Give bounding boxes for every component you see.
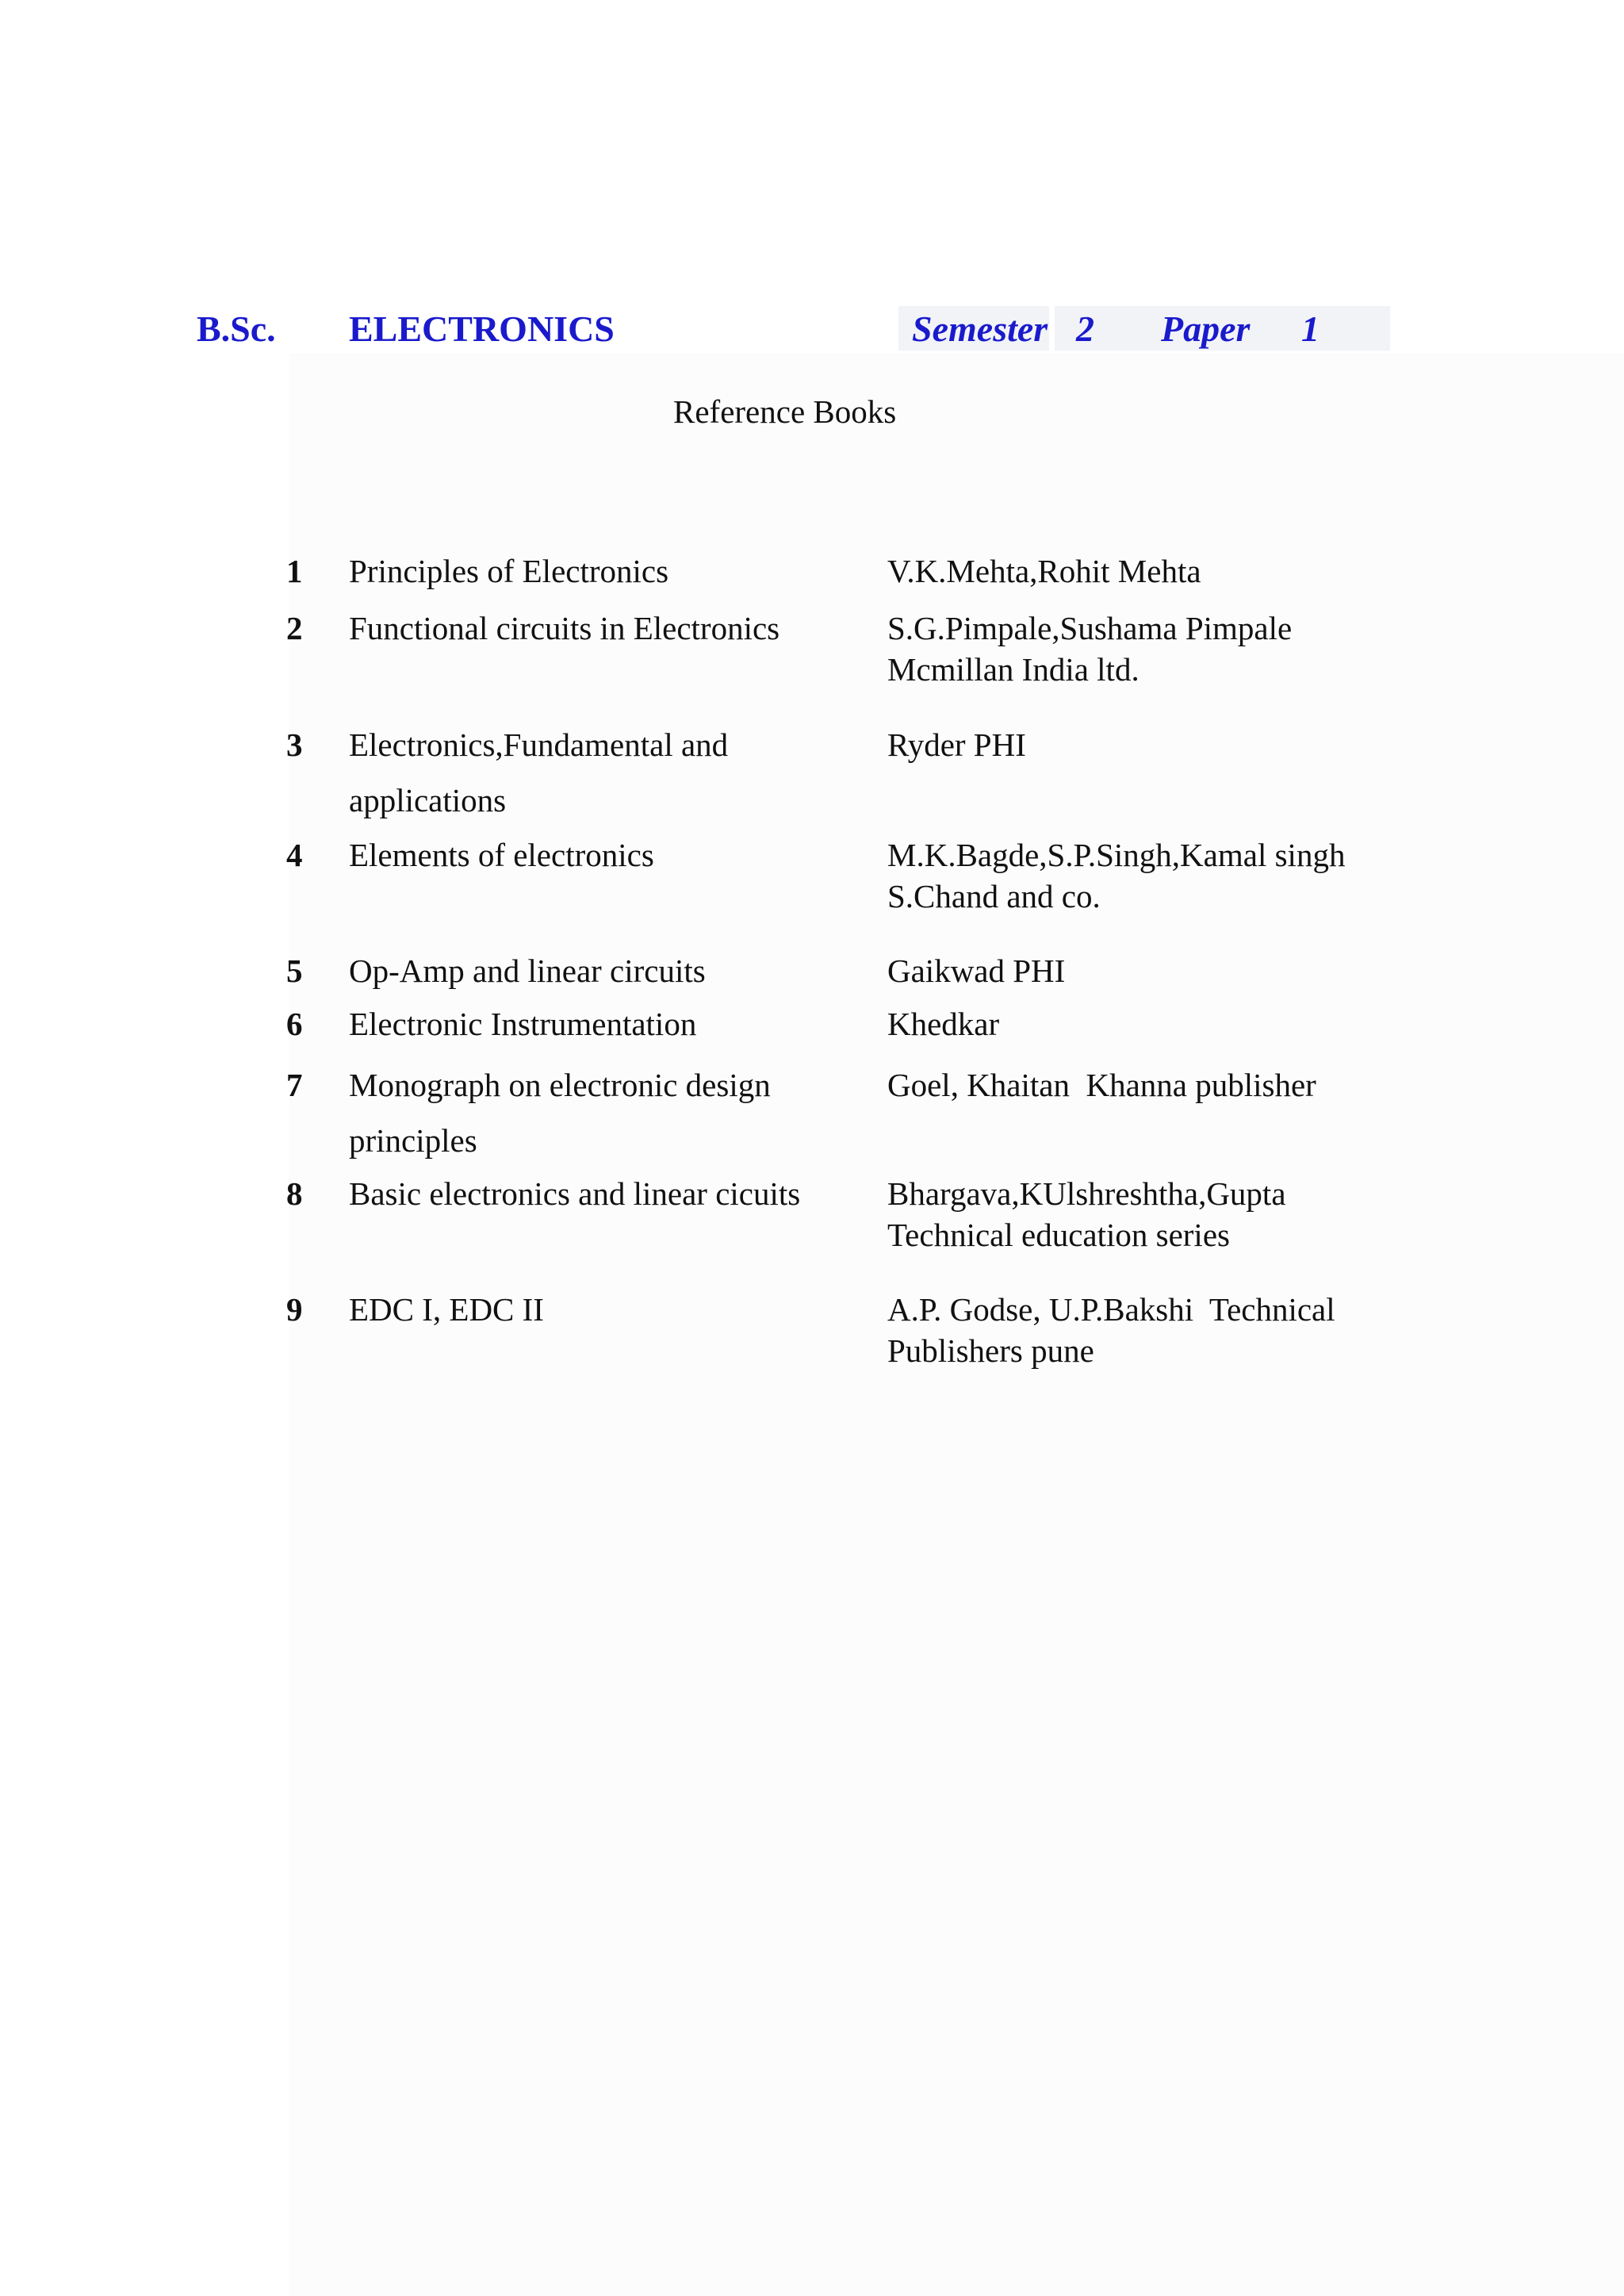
book-author: Khedkar bbox=[887, 1006, 1000, 1042]
book-number: 7 bbox=[286, 1067, 303, 1103]
semester-value: 2 bbox=[1076, 309, 1094, 349]
book-title: Principles of Electronics bbox=[349, 553, 669, 589]
book-title: EDC I, EDC II bbox=[349, 1291, 544, 1328]
book-number: 4 bbox=[286, 837, 303, 873]
book-number: 5 bbox=[286, 953, 303, 989]
book-title: Functional circuits in Electronics bbox=[349, 610, 780, 646]
book-title: Electronic Instrumentation bbox=[349, 1006, 697, 1042]
book-title: Electronics,Fundamental and applications bbox=[349, 726, 729, 818]
book-author: M.K.Bagde,S.P.Singh,Kamal singh S.Chand and co. bbox=[887, 837, 1346, 914]
book-author: Goel, Khaitan Khanna publisher bbox=[887, 1067, 1316, 1103]
book-number: 9 bbox=[286, 1291, 303, 1328]
degree-label: B.Sc. bbox=[197, 309, 276, 349]
book-author: A.P. Godse, U.P.Bakshi Technical Publishers pune bbox=[887, 1291, 1335, 1369]
book-number: 1 bbox=[286, 553, 303, 589]
book-number: 2 bbox=[286, 610, 303, 646]
paper-value: 1 bbox=[1301, 309, 1320, 349]
semester-label: Semester bbox=[912, 309, 1048, 349]
book-author: V.K.Mehta,Rohit Mehta bbox=[887, 553, 1201, 589]
book-title: Monograph on electronic design principles bbox=[349, 1067, 771, 1159]
subject-label: ELECTRONICS bbox=[349, 309, 615, 349]
book-number: 8 bbox=[286, 1175, 303, 1212]
paper-label: Paper bbox=[1161, 309, 1251, 349]
book-number: 3 bbox=[286, 726, 303, 763]
book-author: Ryder PHI bbox=[887, 726, 1026, 763]
book-title: Basic electronics and linear cicuits bbox=[349, 1175, 801, 1212]
book-number: 6 bbox=[286, 1006, 303, 1042]
book-title: Elements of electronics bbox=[349, 837, 654, 873]
section-title: Reference Books bbox=[673, 393, 897, 430]
book-title: Op-Amp and linear circuits bbox=[349, 953, 706, 989]
book-author: Bhargava,KUlshreshtha,Gupta Technical education series bbox=[887, 1175, 1286, 1253]
book-author: Gaikwad PHI bbox=[887, 953, 1066, 989]
book-author: S.G.Pimpale,Sushama Pimpale Mcmillan India ltd. bbox=[887, 610, 1293, 688]
